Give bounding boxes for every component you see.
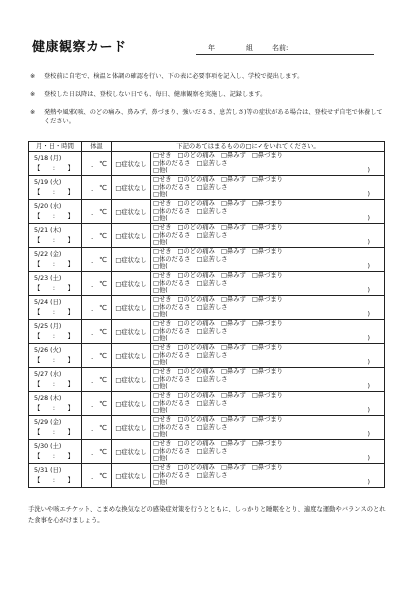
runny-nose-checkbox[interactable]: □鼻みず [220, 248, 246, 256]
other-symptom-checkbox[interactable]: □他( [153, 359, 168, 367]
other-symptom-checkbox[interactable]: □他( [153, 215, 168, 223]
table-row [29, 296, 385, 320]
time-placeholder: 【 : 】 [34, 260, 74, 268]
celsius-unit: ℃ [99, 328, 107, 336]
stuffy-nose-checkbox[interactable]: □鼻づまり [251, 200, 283, 208]
date-text: 5/26 (火) [34, 346, 62, 354]
cough-checkbox[interactable]: □せき [153, 392, 172, 400]
symptom-checklist [151, 464, 385, 488]
celsius-unit: ℃ [99, 400, 107, 408]
fatigue-checkbox[interactable]: □体のだるさ [153, 303, 191, 311]
grade-label: 年 [208, 44, 215, 52]
date-text: 5/27 (水) [34, 370, 62, 378]
date-text: 5/31 (日) [34, 466, 62, 474]
no-symptom-checkbox[interactable]: □症状なし [112, 296, 151, 320]
time-placeholder: 【 : 】 [34, 236, 74, 244]
time-placeholder: 【 : 】 [34, 188, 74, 196]
sore-throat-checkbox[interactable]: □のどの痛み [177, 248, 215, 256]
date-cell[interactable] [29, 416, 82, 440]
breathing-difficulty-checkbox[interactable]: □息苦しさ [196, 375, 228, 383]
symptom-checklist [151, 392, 385, 416]
cough-checkbox[interactable]: □せき [153, 200, 172, 208]
other-symptom-checkbox[interactable]: □他( [153, 335, 168, 343]
date-text: 5/29 (金) [34, 418, 62, 426]
celsius-unit: ℃ [99, 304, 107, 312]
date-text: 5/20 (水) [34, 202, 62, 210]
date-cell[interactable] [29, 248, 82, 272]
date-cell[interactable] [29, 176, 82, 200]
name-label: 名前: [272, 44, 289, 52]
class-label: 組 [246, 44, 253, 52]
breathing-difficulty-checkbox[interactable]: □息苦しさ [196, 159, 228, 167]
fatigue-checkbox[interactable]: □体のだるさ [153, 159, 191, 167]
time-placeholder: 【 : 】 [34, 332, 74, 340]
other-close-paren: ) [367, 191, 370, 199]
other-close-paren: ) [367, 215, 370, 223]
fatigue-checkbox[interactable]: □体のだるさ [153, 351, 191, 359]
date-text: 5/18 (月) [34, 154, 62, 162]
celsius-unit: ℃ [99, 280, 107, 288]
other-close-paren: ) [367, 479, 370, 487]
other-close-paren: ) [367, 335, 370, 343]
cough-checkbox[interactable]: □せき [153, 152, 172, 160]
time-placeholder: 【 : 】 [34, 380, 74, 388]
symptom-checklist [151, 176, 385, 200]
note-item [28, 72, 388, 81]
stuffy-nose-checkbox[interactable]: □鼻づまり [251, 416, 283, 424]
time-placeholder: 【 : 】 [34, 404, 74, 412]
date-cell[interactable] [29, 344, 82, 368]
runny-nose-checkbox[interactable]: □鼻みず [220, 152, 246, 160]
stuffy-nose-checkbox[interactable]: □鼻づまり [251, 176, 283, 184]
temperature-field[interactable] [82, 272, 112, 296]
fatigue-checkbox[interactable]: □体のだるさ [153, 375, 191, 383]
header-date: 月・日・時間 [29, 142, 82, 152]
fatigue-checkbox[interactable]: □体のだるさ [153, 183, 191, 191]
sore-throat-checkbox[interactable]: □のどの痛み [177, 272, 215, 280]
breathing-difficulty-checkbox[interactable]: □息苦しさ [196, 447, 228, 455]
decimal-point: . [91, 185, 94, 193]
temperature-field[interactable] [82, 176, 112, 200]
sore-throat-checkbox[interactable]: □のどの痛み [177, 320, 215, 328]
fatigue-checkbox[interactable]: □体のだるさ [153, 399, 191, 407]
cough-checkbox[interactable]: □せき [153, 464, 172, 472]
temperature-field[interactable] [82, 464, 112, 488]
date-cell[interactable] [29, 392, 82, 416]
stuffy-nose-checkbox[interactable]: □鼻づまり [251, 392, 283, 400]
date-text: 5/22 (金) [34, 250, 62, 258]
other-symptom-checkbox[interactable]: □他( [153, 167, 168, 175]
runny-nose-checkbox[interactable]: □鼻みず [220, 320, 246, 328]
runny-nose-checkbox[interactable]: □鼻みず [220, 176, 246, 184]
celsius-unit: ℃ [99, 424, 107, 432]
other-symptom-checkbox[interactable]: □他( [153, 287, 168, 295]
symptom-checklist [151, 272, 385, 296]
stuffy-nose-checkbox[interactable]: □鼻づまり [251, 464, 283, 472]
runny-nose-checkbox[interactable]: □鼻みず [220, 200, 246, 208]
health-log-table [28, 141, 385, 488]
runny-nose-checkbox[interactable]: □鼻みず [220, 416, 246, 424]
other-symptom-checkbox[interactable]: □他( [153, 431, 168, 439]
temperature-field[interactable] [82, 392, 112, 416]
other-symptom-checkbox[interactable]: □他( [153, 407, 168, 415]
date-cell[interactable] [29, 368, 82, 392]
other-close-paren: ) [367, 431, 370, 439]
note-text: 登校した日以降は、登校しない日でも、毎日、健康観察を実施し、記録します。 [44, 91, 267, 98]
runny-nose-checkbox[interactable]: □鼻みず [220, 464, 246, 472]
table-row [29, 440, 385, 464]
symptom-checklist [151, 224, 385, 248]
breathing-difficulty-checkbox[interactable]: □息苦しさ [196, 255, 228, 263]
decimal-point: . [91, 377, 94, 385]
breathing-difficulty-checkbox[interactable]: □息苦しさ [196, 231, 228, 239]
stuffy-nose-checkbox[interactable]: □鼻づまり [251, 248, 283, 256]
temperature-field[interactable] [82, 152, 112, 176]
other-close-paren: ) [367, 311, 370, 319]
date-text: 5/25 (月) [34, 322, 62, 330]
table-row [29, 152, 385, 176]
breathing-difficulty-checkbox[interactable]: □息苦しさ [196, 351, 228, 359]
no-symptom-checkbox[interactable]: □症状なし [112, 368, 151, 392]
time-placeholder: 【 : 】 [34, 428, 74, 436]
sore-throat-checkbox[interactable]: □のどの痛み [177, 176, 215, 184]
note-mark: ※ [30, 91, 36, 98]
runny-nose-checkbox[interactable]: □鼻みず [220, 224, 246, 232]
table-row [29, 248, 385, 272]
stuffy-nose-checkbox[interactable]: □鼻づまり [251, 368, 283, 376]
header-symptoms: 下記のあてはまるものの□に✓をいれてください。 [112, 142, 385, 152]
stuffy-nose-checkbox[interactable]: □鼻づまり [251, 152, 283, 160]
decimal-point: . [91, 401, 94, 409]
breathing-difficulty-checkbox[interactable]: □息苦しさ [196, 279, 228, 287]
decimal-point: . [91, 233, 94, 241]
cough-checkbox[interactable]: □せき [153, 440, 172, 448]
date-text: 5/19 (火) [34, 178, 62, 186]
note-mark: ※ [30, 109, 36, 116]
no-symptom-checkbox[interactable]: □症状なし [112, 200, 151, 224]
sore-throat-checkbox[interactable]: □のどの痛み [177, 368, 215, 376]
fatigue-checkbox[interactable]: □体のだるさ [153, 447, 191, 455]
table-row [29, 392, 385, 416]
other-symptom-checkbox[interactable]: □他( [153, 263, 168, 271]
breathing-difficulty-checkbox[interactable]: □息苦しさ [196, 207, 228, 215]
fatigue-checkbox[interactable]: □体のだるさ [153, 279, 191, 287]
cough-checkbox[interactable]: □せき [153, 176, 172, 184]
table-row [29, 416, 385, 440]
decimal-point: . [91, 353, 94, 361]
celsius-unit: ℃ [99, 256, 107, 264]
no-symptom-checkbox[interactable]: □症状なし [112, 320, 151, 344]
table-row [29, 320, 385, 344]
page-title: 健康観察カード [32, 40, 127, 55]
symptom-checklist [151, 296, 385, 320]
date-cell[interactable] [29, 200, 82, 224]
other-close-paren: ) [367, 239, 370, 247]
table-row [29, 272, 385, 296]
breathing-difficulty-checkbox[interactable]: □息苦しさ [196, 303, 228, 311]
other-close-paren: ) [367, 359, 370, 367]
note-item [28, 90, 388, 99]
symptom-checklist [151, 152, 385, 176]
cough-checkbox[interactable]: □せき [153, 272, 172, 280]
other-close-paren: ) [367, 263, 370, 271]
stuffy-nose-checkbox[interactable]: □鼻づまり [251, 344, 283, 352]
time-placeholder: 【 : 】 [34, 308, 74, 316]
runny-nose-checkbox[interactable]: □鼻みず [220, 368, 246, 376]
stuffy-nose-checkbox[interactable]: □鼻づまり [251, 272, 283, 280]
fatigue-checkbox[interactable]: □体のだるさ [153, 207, 191, 215]
no-symptom-checkbox[interactable]: □症状なし [112, 272, 151, 296]
time-placeholder: 【 : 】 [34, 356, 74, 364]
runny-nose-checkbox[interactable]: □鼻みず [220, 272, 246, 280]
decimal-point: . [91, 281, 94, 289]
date-text: 5/30 (土) [34, 442, 62, 450]
time-placeholder: 【 : 】 [34, 476, 74, 484]
symptom-checklist [151, 368, 385, 392]
other-symptom-checkbox[interactable]: □他( [153, 311, 168, 319]
breathing-difficulty-checkbox[interactable]: □息苦しさ [196, 471, 228, 479]
other-close-paren: ) [367, 167, 370, 175]
fatigue-checkbox[interactable]: □体のだるさ [153, 471, 191, 479]
temperature-field[interactable] [82, 440, 112, 464]
sore-throat-checkbox[interactable]: □のどの痛み [177, 416, 215, 424]
no-symptom-checkbox[interactable]: □症状なし [112, 416, 151, 440]
note-text: 発熱や風邪(咳、のどの痛み、鼻みず、鼻づまり、強いだるさ、息苦しさ)等の症状がある場合は、登校せず自宅で休養してください。 [44, 109, 383, 125]
symptom-checklist [151, 416, 385, 440]
table-row [29, 464, 385, 488]
cough-checkbox[interactable]: □せき [153, 248, 172, 256]
note-mark: ※ [30, 73, 36, 80]
header-temp: 体温 [82, 142, 112, 152]
runny-nose-checkbox[interactable]: □鼻みず [220, 344, 246, 352]
no-symptom-checkbox[interactable]: □症状なし [112, 152, 151, 176]
fatigue-checkbox[interactable]: □体のだるさ [153, 231, 191, 239]
log-body [29, 152, 385, 488]
decimal-point: . [91, 257, 94, 265]
celsius-unit: ℃ [99, 448, 107, 456]
date-cell[interactable] [29, 152, 82, 176]
date-text: 5/23 (土) [34, 274, 62, 282]
decimal-point: . [91, 329, 94, 337]
celsius-unit: ℃ [99, 160, 107, 168]
date-text: 5/21 (木) [34, 226, 62, 234]
symptom-checklist [151, 320, 385, 344]
temperature-field[interactable] [82, 344, 112, 368]
sore-throat-checkbox[interactable]: □のどの痛み [177, 200, 215, 208]
date-cell[interactable] [29, 464, 82, 488]
name-entry-line[interactable] [196, 42, 374, 55]
time-placeholder: 【 : 】 [34, 212, 74, 220]
stuffy-nose-checkbox[interactable]: □鼻づまり [251, 296, 283, 304]
symptom-checklist [151, 344, 385, 368]
sore-throat-checkbox[interactable]: □のどの痛み [177, 464, 215, 472]
symptom-checklist [151, 248, 385, 272]
cough-checkbox[interactable]: □せき [153, 320, 172, 328]
breathing-difficulty-checkbox[interactable]: □息苦しさ [196, 183, 228, 191]
runny-nose-checkbox[interactable]: □鼻みず [220, 440, 246, 448]
date-text: 5/28 (木) [34, 394, 62, 402]
no-symptom-checkbox[interactable]: □症状なし [112, 224, 151, 248]
other-symptom-checkbox[interactable]: □他( [153, 479, 168, 487]
fatigue-checkbox[interactable]: □体のだるさ [153, 327, 191, 335]
decimal-point: . [91, 161, 94, 169]
sore-throat-checkbox[interactable]: □のどの痛み [177, 440, 215, 448]
cough-checkbox[interactable]: □せき [153, 368, 172, 376]
decimal-point: . [91, 449, 94, 457]
no-symptom-checkbox[interactable]: □症状なし [112, 392, 151, 416]
other-symptom-checkbox[interactable]: □他( [153, 383, 168, 391]
no-symptom-checkbox[interactable]: □症状なし [112, 344, 151, 368]
other-close-paren: ) [367, 383, 370, 391]
no-symptom-checkbox[interactable]: □症状なし [112, 440, 151, 464]
temperature-field[interactable] [82, 296, 112, 320]
decimal-point: . [91, 425, 94, 433]
decimal-point: . [91, 305, 94, 313]
celsius-unit: ℃ [99, 208, 107, 216]
time-placeholder: 【 : 】 [34, 452, 74, 460]
table-row [29, 176, 385, 200]
temperature-field[interactable] [82, 320, 112, 344]
stuffy-nose-checkbox[interactable]: □鼻づまり [251, 320, 283, 328]
temperature-field[interactable] [82, 224, 112, 248]
footer-note: 手洗いや咳エチケット、こまめな換気などの感染症対策を行うとともに、しっかりと睡眠をとり、適度な運動やバランスのとれた食事を心がけましょう。 [28, 506, 386, 524]
runny-nose-checkbox[interactable]: □鼻みず [220, 392, 246, 400]
instructions [28, 72, 388, 135]
temperature-field[interactable] [82, 248, 112, 272]
sore-throat-checkbox[interactable]: □のどの痛み [177, 152, 215, 160]
symptom-checklist [151, 440, 385, 464]
note-text: 登校前に自宅で、検温と体調の確認を行い、下の表に必要事項を記入し、学校で提出します。 [44, 73, 304, 80]
sore-throat-checkbox[interactable]: □のどの痛み [177, 344, 215, 352]
fatigue-checkbox[interactable]: □体のだるさ [153, 423, 191, 431]
table-row [29, 200, 385, 224]
celsius-unit: ℃ [99, 376, 107, 384]
celsius-unit: ℃ [99, 472, 107, 480]
decimal-point: . [91, 473, 94, 481]
sore-throat-checkbox[interactable]: □のどの痛み [177, 224, 215, 232]
breathing-difficulty-checkbox[interactable]: □息苦しさ [196, 399, 228, 407]
time-placeholder: 【 : 】 [34, 164, 74, 172]
celsius-unit: ℃ [99, 352, 107, 360]
temperature-field[interactable] [82, 200, 112, 224]
other-symptom-checkbox[interactable]: □他( [153, 455, 168, 463]
no-symptom-checkbox[interactable]: □症状なし [112, 176, 151, 200]
other-close-paren: ) [367, 407, 370, 415]
no-symptom-checkbox[interactable]: □症状なし [112, 248, 151, 272]
table-row [29, 224, 385, 248]
note-item [28, 108, 388, 126]
date-text: 5/24 (日) [34, 298, 62, 306]
other-close-paren: ) [367, 287, 370, 295]
celsius-unit: ℃ [99, 232, 107, 240]
date-cell[interactable] [29, 440, 82, 464]
breathing-difficulty-checkbox[interactable]: □息苦しさ [196, 327, 228, 335]
stuffy-nose-checkbox[interactable]: □鼻づまり [251, 224, 283, 232]
table-row [29, 368, 385, 392]
table-row [29, 344, 385, 368]
sore-throat-checkbox[interactable]: □のどの痛み [177, 392, 215, 400]
time-placeholder: 【 : 】 [34, 284, 74, 292]
fatigue-checkbox[interactable]: □体のだるさ [153, 255, 191, 263]
date-cell[interactable] [29, 320, 82, 344]
temperature-field[interactable] [82, 368, 112, 392]
temperature-field[interactable] [82, 416, 112, 440]
sore-throat-checkbox[interactable]: □のどの痛み [177, 296, 215, 304]
other-symptom-checkbox[interactable]: □他( [153, 239, 168, 247]
celsius-unit: ℃ [99, 184, 107, 192]
breathing-difficulty-checkbox[interactable]: □息苦しさ [196, 423, 228, 431]
symptom-checklist [151, 200, 385, 224]
other-close-paren: ) [367, 455, 370, 463]
cough-checkbox[interactable]: □せき [153, 344, 172, 352]
date-cell[interactable] [29, 296, 82, 320]
cough-checkbox[interactable]: □せき [153, 296, 172, 304]
stuffy-nose-checkbox[interactable]: □鼻づまり [251, 440, 283, 448]
cough-checkbox[interactable]: □せき [153, 416, 172, 424]
date-cell[interactable] [29, 272, 82, 296]
cough-checkbox[interactable]: □せき [153, 224, 172, 232]
date-cell[interactable] [29, 224, 82, 248]
runny-nose-checkbox[interactable]: □鼻みず [220, 296, 246, 304]
other-symptom-checkbox[interactable]: □他( [153, 191, 168, 199]
no-symptom-checkbox[interactable]: □症状なし [112, 464, 151, 488]
decimal-point: . [91, 209, 94, 217]
